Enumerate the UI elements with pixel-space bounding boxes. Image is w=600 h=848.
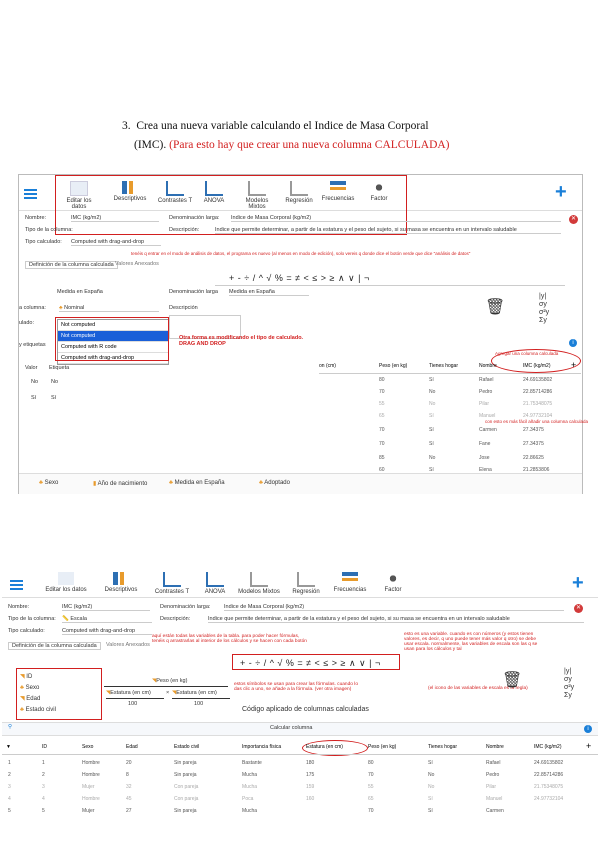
variables-list [16,668,102,720]
statistics-icon[interactable]: |y| σy σ²y Σy [539,293,550,324]
col2-estatura[interactable]: Estatura (en cm) [306,744,343,750]
denom2-label: Denominación larga [169,289,218,295]
denom-field[interactable]: Indice de Masa Corporal (kg/m2) [231,215,561,222]
nombre-label-2: Nombre: [8,604,30,610]
dropdown-option-r-code[interactable]: Computed with R code [58,342,168,353]
dropdown-option-drag-drop[interactable]: Computed with drag-and-drop [58,353,168,364]
add-analysis-icon[interactable]: + [555,181,567,203]
col-nombre[interactable]: Nombre [479,363,497,369]
toolbar2-anova[interactable]: ANOVA [200,572,230,595]
trash-icon-2[interactable]: 🗑 [502,672,523,689]
col2-peso[interactable]: Peso (en kg) [368,744,397,750]
step-note: (Para esto hay que crear una nueva columna CALCULADA) [169,139,450,151]
toolbar-frecuencias[interactable]: Frecuencias [319,181,357,202]
step-text: Crea una nueva variable calculando el Indice de Masa Corporal [136,120,429,132]
tipo-col-label: Tipo de la columna: [25,227,73,233]
filter-icon[interactable]: ▼ [6,744,11,750]
denom-label: Denominación larga: [169,215,220,221]
toolbar-descriptivos[interactable]: Descriptivos [111,181,149,202]
fraction-line-2 [106,698,164,699]
note-variables: aquí están todas las variables de la tabla. para poder hacer fórmulas, tenéis q arrastrarlas al interior de los cálculos y se hacen con cada botón [152,634,307,644]
desc-label: Descripción: [169,227,200,233]
tipo-calc-label-2: Tipo calculado: [8,628,45,634]
tipo-col2-field[interactable]: ♣ Nominal [59,305,159,312]
nominal-icon: ♣ [59,305,63,311]
info-icon-2[interactable]: i [584,725,592,733]
var-edad[interactable]: ◥ Edad [20,696,41,702]
menu-icon[interactable] [24,187,37,201]
annotation-add-column: Agregar una columna calculada [495,351,559,356]
toolbar2-mixtos[interactable]: Modelos Mixtos [234,572,284,595]
var-id[interactable]: ◥ ID [20,674,33,680]
tab-values[interactable]: Valores Anexados [115,261,159,267]
grid-header-2 [2,741,598,755]
nombre-label: Nombre: [25,215,47,221]
close-icon[interactable]: ✕ [570,216,577,222]
instruction-heading [122,117,450,155]
formula-peso[interactable]: ◥Peso (en kg) [152,678,188,684]
valor-row-2: Sí [31,395,37,401]
screenshot-2: Editar los datos Descriptivos Contrastes T ANOVA Modelos Mixtos Regresión Frecuencias Factor + Nombre: IMC (kg/m2) Denominación larga: Indice de Masa Corporal (kg/m2) ✕ Tipo de la columna: 📏 Escala Descripción: Indice que permite determinar, a partir de la estatura y el peso del sujeto, si su masa se encuentra en un intervalo saludable Tipo calculado: Computed with drag-and-drop Definición de la columna calculada Valores Anexados aquí están todas las variables de la tabla. para poder hacer fórmulas, tenéis q arrastrarlas al interior de los cálculos y se hacen con cada botón + - ÷ / ^ √ % = ≠ < ≤ > ≥ ∧ ∨ | ¬ ◥ ID ♣ Sexo ◥ Edad ♣ Estado civil ◥Peso (en kg) ◥Estatura (en cm) 100 × ◥Estatura (en cm) 100 estos símbolos se usan para crear las fórmulas. cuando lo das clic a uno, se añade a la fórmula. (ver otra imagen) Código aplicado de columnas calculadas esto es una variable. cuando es con números (y estos tienen valores, es decir, q uno puede tener más valor q otro) se debe usar escala. normalmente, las variables de escala son las q se usan para los cálculos y tal (el icono de las variables de escala es la regla) 🗑 |y| σy σ²y Σy ⚲ Calcular columna i ▼ ID Sexo Edad Estado civil Importancia física Estatura (en cm) Peso (en kg) Tienes hogar Nombre IMC (kg/m2) + 1 1 Hombre 20 Sin pareja Bastante 180 80 Sí Rafael 24.69135802 2 2 Hombre 8 Sin pareja Mucha 175 70 No Pedro 22.85714286 3 3 Mujer 32 Con pareja Mucha 159 55 No Pilar 21.75348075 4 4 Hombre 45 Con pareja Poca 160 65 Sí Manuel 24.97732104 5 5 Mujer 27 Sin pareja Mucha 70 Sí Carmen [2,570,598,848]
search-icon[interactable]: ⚲ [8,724,13,730]
highlight-formula [232,654,400,670]
tab-sexo[interactable]: ♣ Sexo [39,480,59,486]
desc-field[interactable]: Indice que permite determinar, a partir de la estatura y el peso del sujeto, si su masa se encuentra en un intervalo saludable [215,227,561,234]
dropdown-option-not-computed[interactable]: Not computed [58,331,168,342]
toolbar-anova[interactable]: ANOVA [199,181,229,204]
divisor-1: 100 [128,701,138,707]
col2-importancia[interactable]: Importancia física [242,744,282,750]
code-applied: Código aplicado de columnas calculadas [242,706,369,713]
desc-label-2: Descripción: [160,616,191,622]
etiq-row-1[interactable]: No [51,379,59,385]
col-estatura[interactable]: on (cm) [319,363,336,369]
annotation-drag-drop: Otra forma es modificando el tipo de calculado. DRAG AND DROP [179,335,304,347]
menu-icon-2[interactable] [10,578,23,592]
col2-hogar[interactable]: Tienes hogar [428,744,457,750]
calc-label: ulado: [19,320,34,326]
toolbar2-factor[interactable]: Factor [378,572,408,593]
note-scale: esto es una variable. cuando es con números (y estos tienen valores, es decir, q uno puede tener más valor q otro) se debe usar escala. normalmente, las variables de escala son las q se usan para los cálculos y tal [404,632,538,652]
toolbar-mixtos[interactable]: Modelos Mixtos [237,181,277,210]
add-analysis-icon-2[interactable]: + [572,572,584,594]
scale-icon: 📏 [62,616,69,622]
divider [215,285,565,286]
col2-nombre[interactable]: Nombre [486,744,504,750]
calc-bar [2,722,598,736]
col2-edad[interactable]: Edad [126,744,138,750]
variable-tabs [19,473,582,494]
dropdown-current[interactable]: Not computed [58,320,168,331]
tab-definition[interactable]: Definición de la columna calculada [25,261,118,269]
toolbar-2 [2,570,598,598]
tipo-col-field-2[interactable]: 📏 Escala [62,616,152,623]
toolbar-contrastes[interactable]: Contrastes T [155,181,195,204]
info-icon[interactable]: i [569,339,577,347]
grid-header [319,360,581,374]
trash-icon[interactable]: 🗑 [485,299,506,316]
formula-operators-2[interactable]: + - ÷ / ^ √ % = ≠ < ≤ > ≥ ∧ ∨ | ¬ [240,658,381,668]
statistics-icon-2[interactable]: |y| σy σ²y Σy [564,668,575,699]
tab-values-2[interactable]: Valores Anexados [106,642,150,648]
tipo-calc-label: Tipo calculado: [25,239,62,245]
col2-imc[interactable]: IMC (kg/m2) [534,744,562,750]
var-name: Medida en España [57,289,103,295]
desc-field-2[interactable]: Indice que permite determinar, a partir de la estatura y el peso del sujeto, si su masa se encuentra en un intervalo saludable [208,616,584,623]
tab-adoptado[interactable]: ♣ Adoptado [259,480,290,486]
denom2-field[interactable]: Medida en España [229,289,309,296]
valor-header: Valor [25,365,38,371]
annotation-plus: con esto es más fácil añadir una columna calculada [485,419,589,424]
add-column-icon[interactable]: + [571,360,577,370]
col-peso[interactable]: Peso (en kg) [379,363,408,369]
var-estado-civil[interactable]: ♣ Estado civil [20,707,56,713]
tab-definition-2[interactable]: Definición de la columna calculada [8,642,101,650]
warning-note: tenéis q entrar en el modo de análisis de datos, el programa es nuevo (al menos en modo de edición), solo vereis q donde dice el botón verde que dice "análisis de datos" [131,251,471,256]
tab-medida[interactable]: ♣ Medida en España [169,480,225,486]
valor-row-1: No [31,379,39,385]
var-sexo[interactable]: ♣ Sexo [20,685,40,691]
tab-anio[interactable]: ▮ Año de nacimiento [93,481,148,487]
col-hogar[interactable]: Tienes hogar [429,363,458,369]
calc-column-button[interactable]: Calcular columna [270,725,313,731]
highlight-dropdown [55,317,169,361]
tipo-calc-field[interactable]: Computed with drag-and-drop [71,239,161,246]
note-symbols: estos símbolos se usan para crear las fórmulas. cuando lo das clic a uno, se añade a la fórmula. (ver otra imagen) [234,682,358,692]
etiqueta-header: Etiqueta [49,365,70,371]
screenshot-1: Editar los datos Descriptivos Contrastes T ANOVA Modelos Mixtos Regresión Frecuencias Factor + Nombre: IMC (kg/m2) Denominación larga: Indice de Masa Corporal (kg/m2) ✕ Tipo de la columna: Descripción: Indice que permite determinar, a partir de la estatura y el peso del sujeto, si su masa se encuentra en un intervalo saludable Tipo calculado: Computed with drag-and-drop tenéis q entrar en el modo de análisis de datos, el programa es nuevo (al menos en modo de edición), solo vereis q donde dice el botón verde que dice "análisis de datos" Definición de la columna calculada Valores Anexados + - ÷ / ^ √ % = ≠ < ≤ > ≥ ∧ ∨ | ¬ Medida en España Denominación larga Medida en España a columna: ♣ Nominal Descripción ulado: Not computed Not computed Computed with R code Computed with drag-and-drop Otra forma es modificando el tipo de calculado. DRAG AND DROP y etiquetas Valor Etiqueta No No Sí Sí 🗑 |y| σy σ²y Σy i Agregar una columna calculada on (cm) Peso (en kg) Tienes hogar Nombre IMC (kg/m2) + 80 Sí Rafael 24.69135802 70 No Pedro 22.85714286 55 No Pilar 21.75348075 65 Sí Manuel 24.97732104 70 Sí Carmen 27.34375 70 Sí Fane 27.34375 85 No Jose 22.86625 60 Sí Elena 21.2853806 con esto es más fácil añadir una columna calculada ♣ Sexo ▮ Año de nacimiento ♣ Medida en España ♣ Adoptado [18,174,583,494]
etiq-label: y etiquetas [19,342,46,348]
nombre-field[interactable]: IMC (kg/m2) [71,215,159,222]
toolbar2-descriptivos[interactable]: Descriptivos [100,572,142,593]
toolbar2-edit[interactable]: Editar los datos [42,572,90,593]
tipo-col2-label: a columna: [19,305,46,311]
col2-id[interactable]: ID [42,744,47,750]
etiq-row-2[interactable]: Sí [51,395,57,401]
toolbar2-contrastes[interactable]: Contrastes T [150,572,194,595]
tipo-calc-field-2[interactable]: Computed with drag-and-drop [62,628,152,635]
formula-estatura-1[interactable]: ◥Estatura (en cm) [106,690,151,696]
note-scale-icon: (el icono de las variables de escala es la regla) [428,686,528,691]
formula-operators[interactable]: + - ÷ / ^ √ % = ≠ < ≤ > ≥ ∧ ∨ | ¬ [229,273,370,283]
toolbar-edit[interactable]: Editar los datos [59,181,99,210]
toolbar [19,175,582,211]
toolbar-factor[interactable]: Factor [365,181,393,202]
toolbar2-frecuencias[interactable]: Frecuencias [328,572,372,593]
formula-estatura-2[interactable]: ◥Estatura (en cm) [172,690,217,696]
nombre-field-2[interactable]: IMC (kg/m2) [62,604,150,611]
highlight-toolbar [55,175,407,235]
add-column-icon-2[interactable]: + [586,741,592,751]
tipo-col-label-2: Tipo de la columna: [8,616,56,622]
toolbar2-regresion[interactable]: Regresión [288,572,324,595]
col2-estado[interactable]: Estado civil [174,744,200,750]
fraction-line-3 [172,698,230,699]
denom-label-2: Denominación larga: [160,604,211,610]
col2-sexo[interactable]: Sexo [82,744,94,750]
toolbar-regresion[interactable]: Regresión [283,181,315,204]
denom-field-2[interactable]: Indice de Masa Corporal (kg/m2) [224,604,564,611]
step-number: 3. [122,120,131,132]
desc2-label: Descripción [169,305,198,311]
step-text-2: (IMC). [134,139,167,151]
col-imc[interactable]: IMC (kg/m2) [523,363,551,369]
close-icon-2[interactable]: ✕ [575,605,582,611]
fraction-line [104,686,228,687]
divisor-2: 100 [194,701,204,707]
